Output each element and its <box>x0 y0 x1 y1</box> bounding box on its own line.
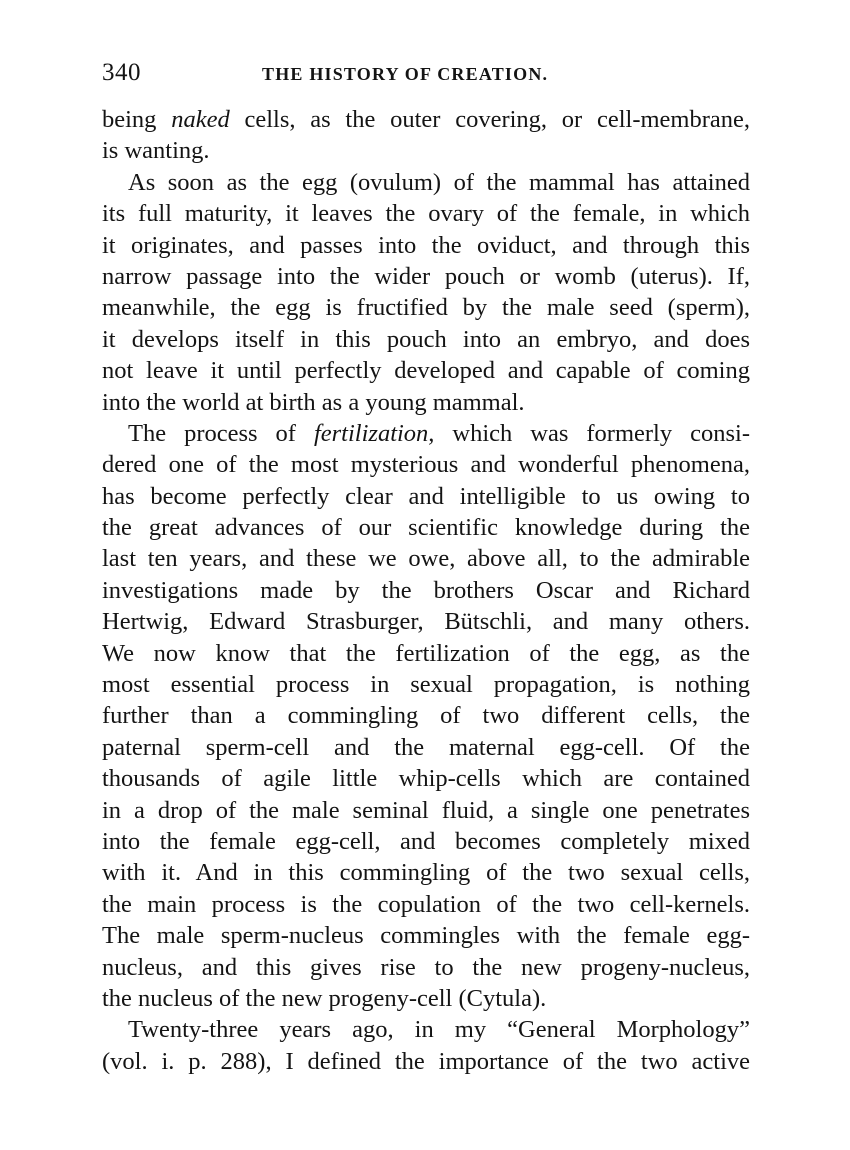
text-line: it originates, and passes into the oviduct, and through this <box>102 231 750 259</box>
paragraph-start-line: Twenty-three years ago, in my “General Morphology” <box>128 1016 750 1044</box>
text-line: with it. And in this commingling of the two sexual cells, <box>102 859 750 887</box>
body-text <box>102 104 750 1077</box>
text-line: paternal sperm-cell and the maternal egg-cell. Of the <box>102 733 750 761</box>
text-line: meanwhile, the egg is fructified by the male seed (sperm), <box>102 294 750 322</box>
text-line: is wanting. <box>102 137 210 165</box>
running-head <box>102 56 750 90</box>
text-line: further than a commingling of two different cells, the <box>102 702 750 730</box>
text-line: investigations made by the brothers Oscar and Richard <box>102 576 750 604</box>
paragraph-start-line: The process of fertilization, which was formerly consi- <box>128 419 750 447</box>
text-line: has become perfectly clear and intelligible to us owing to <box>102 482 750 510</box>
text-line: (vol. i. p. 288), I defined the importance of the two active <box>102 1047 750 1075</box>
text-line: in a drop of the male seminal fluid, a single one penetrates <box>102 796 750 824</box>
text-line: Hertwig, Edward Strasburger, Bütschli, and many others. <box>102 608 750 636</box>
page-number: 340 <box>102 59 141 86</box>
text-line: most essential process in sexual propagation, is nothing <box>102 671 750 699</box>
text-line: not leave it until perfectly developed and capable of coming <box>102 357 750 385</box>
text-line: last ten years, and these we owe, above all, to the admirable <box>102 545 750 573</box>
emphasis: naked <box>171 106 230 133</box>
paragraph-start-line: As soon as the egg (ovulum) of the mammal has attained <box>128 168 750 196</box>
text-line: We now know that the fertilization of the egg, as the <box>102 639 750 667</box>
text-line: it develops itself in this pouch into an embryo, and does <box>102 325 750 353</box>
text-line: its full maturity, it leaves the ovary of the female, in which <box>102 200 750 228</box>
emphasis: fertilization, <box>313 419 435 447</box>
text-line: narrow passage into the wider pouch or womb (uterus). If, <box>102 262 750 290</box>
text-line: into the female egg-cell, and becomes completely mixed <box>102 827 750 855</box>
text-line: into the world at birth as a young mammal. <box>102 388 525 416</box>
text-line: dered one of the most mysterious and wonderful phenomena, <box>102 451 750 479</box>
text-line: being naked cells, as the outer covering, or cell-membrane, <box>102 106 750 133</box>
text-line: The male sperm-nucleus commingles with the female egg- <box>102 922 750 950</box>
text-line: the main process is the copulation of the two cell-kernels. <box>102 890 750 918</box>
text-line: thousands of agile little whip-cells which are contained <box>102 765 750 793</box>
text-line: the great advances of our scientific knowledge during the <box>102 514 750 542</box>
text-line: the nucleus of the new progeny-cell (Cytula). <box>102 984 547 1012</box>
text-line: nucleus, and this gives rise to the new progeny-nucleus, <box>102 953 750 981</box>
running-title: THE HISTORY OF CREATION. <box>262 64 549 84</box>
